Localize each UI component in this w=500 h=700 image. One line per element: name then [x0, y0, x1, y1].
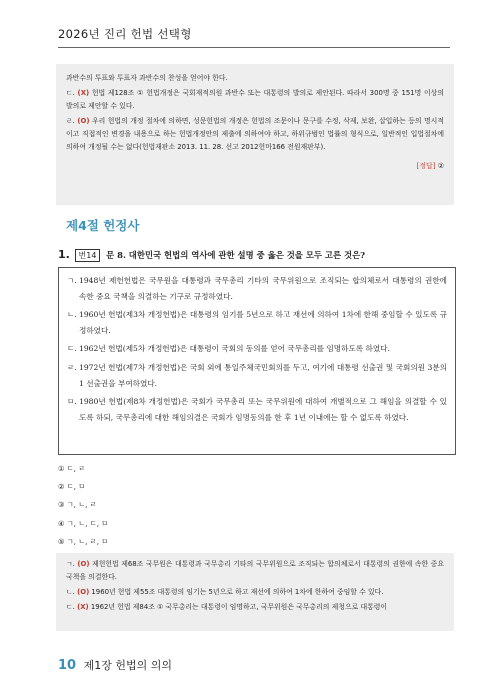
question-header: [58, 248, 458, 262]
answer-choices: [58, 460, 258, 551]
page-number: 10: [58, 658, 77, 673]
choice-4[interactable]: ④ ㄱ, ㄴ, ㄷ, ㅁ: [58, 518, 109, 528]
explanation-item: [66, 558, 444, 584]
item-mark: (X): [77, 603, 89, 611]
item-mark: (O): [77, 117, 90, 125]
item-mark: (X): [77, 89, 90, 97]
answer-line: [66, 160, 444, 173]
explanation-line: 과반수의 투표와 투표자 과반수의 찬성을 얻어야 한다.: [66, 74, 228, 82]
statement-text: 1948년 제헌헌법은 국무원을 대통령과 국무총리 기타의 국무위원으로 조직되는 합의체로서 대통령의 권한에 속한 중요 국책을 의결하는 기구로 규정하였다.: [79, 276, 447, 301]
answer-value: ②: [437, 162, 444, 170]
item-label: ㄱ.: [66, 560, 75, 568]
statement-item: [67, 341, 447, 357]
item-mark: (O): [77, 588, 90, 596]
choice-3[interactable]: ③ ㄱ, ㄴ, ㄹ: [58, 500, 97, 510]
page-footer: [58, 657, 172, 673]
choice-2[interactable]: ② ㄷ, ㅁ: [58, 482, 86, 492]
statement-item: [67, 360, 447, 391]
question-number: 1.: [58, 248, 70, 261]
statements-box: [58, 267, 456, 455]
statement-mark: ㅁ.: [67, 397, 77, 407]
item-text: 1960년 헌법 제55조 대통령의 임기는 5년으로 하고 재선에 의하여 1차에 한하여 중임할 수 있다.: [91, 588, 384, 596]
previous-explanation-box: [56, 64, 454, 205]
statement-item: [67, 273, 447, 304]
statement-item: [67, 394, 447, 425]
choice-1[interactable]: ① ㄷ, ㄹ: [58, 464, 86, 473]
statement-text: 1972년 헌법(제7차 개정헌법)은 국회 외에 통일주체국민회의를 두고, 여기에 대통령 선출권 및 국회의원 3분의 1 선출권을 부여하였다.: [79, 362, 447, 388]
statement-mark: ㄱ.: [67, 276, 77, 285]
explanation-box: [56, 553, 454, 631]
explanation-item: [66, 115, 444, 154]
choice-5[interactable]: ⑤ ㄱ, ㄴ, ㄹ, ㅁ: [58, 536, 109, 546]
explanation-item: [66, 586, 444, 599]
statement-item: [67, 307, 447, 338]
running-header: 2026년 진리 헌법 선택형: [58, 27, 192, 41]
explanation-item: [66, 601, 444, 614]
answer-label: [정답]: [416, 162, 436, 170]
item-text: 1962년 헌법 제84조 ① 국무총리는 대통령이 임명하고, 국무위원은 국무총리의 제청으로 대통령이: [90, 603, 388, 611]
item-text: 헌법 제128조 ① 헌법개정은 국회재적의원 과반수 또는 대통령의 발의로 제안된다. 따라서 300명 중 151명 이상의 발의로 제안할 수 있다.: [66, 89, 444, 110]
statement-text: 1962년 헌법(제5차 개정헌법)은 대통령이 국회의 동의를 얻어 국무총리를 임명하도록 하였다.: [79, 344, 390, 354]
item-label: ㄷ.: [66, 603, 75, 611]
question-code-badge: 번14: [75, 249, 101, 262]
item-mark: (O): [77, 560, 90, 568]
statement-mark: ㄴ.: [67, 310, 77, 320]
statement-mark: ㄹ.: [67, 362, 77, 372]
item-label: ㄷ.: [66, 89, 75, 97]
item-label: ㄴ.: [66, 588, 75, 596]
statement-text: 1980년 헌법(제8차 개정헌법)은 국회가 국무총리 또는 국무위원에 대하여 개별적으로 그 해임을 의결할 수 있도록 하되, 국무총리에 대한 해임의결은 국회가 임명동의를 한 후 1년 이내에는 할 수 없도록 하였다.: [79, 397, 447, 422]
section-title: 제4절 헌정사: [66, 218, 140, 233]
header-divider: [58, 47, 450, 48]
item-text: 우리 헌법의 개정 절차에 의하면, 성문헌법의 개정은 헌법의 조문이나 문구를 수정, 삭제, 보완, 삽입하는 등의 명시적이고 직접적인 변경을 내용으로 하는 헌법개정안의 제출에 의하여야 하고, 하위규범인 법률의 형식으로, 일반적인 입법절차에 의하여 개정될 수는 없다(헌법재판소 2013. 11. 28. 선고 2012헌마166 전원재판부).: [66, 117, 444, 151]
statement-mark: ㄷ.: [67, 344, 77, 354]
statement-text: 1960년 헌법(제3차 개정헌법)은 대통령의 임기를 5년으로 하고 재선에 의하여 1차에 한해 중임할 수 있도록 규정하였다.: [79, 310, 447, 335]
item-text: 제헌헌법 제68조 국무원은 대통령과 국무총리 기타의 국무위원으로 조직되는 합의체로서 대통령의 권한에 속한 중요 국책을 의결한다.: [66, 560, 444, 581]
item-label: ㄹ.: [66, 117, 75, 125]
explanation-item: [66, 87, 444, 113]
chapter-title: 제1장 헌법의 의의: [83, 659, 172, 672]
question-text: 문 8. 대한민국 헌법의 역사에 관한 설명 중 옳은 것을 모두 고른 것은?: [106, 250, 366, 260]
